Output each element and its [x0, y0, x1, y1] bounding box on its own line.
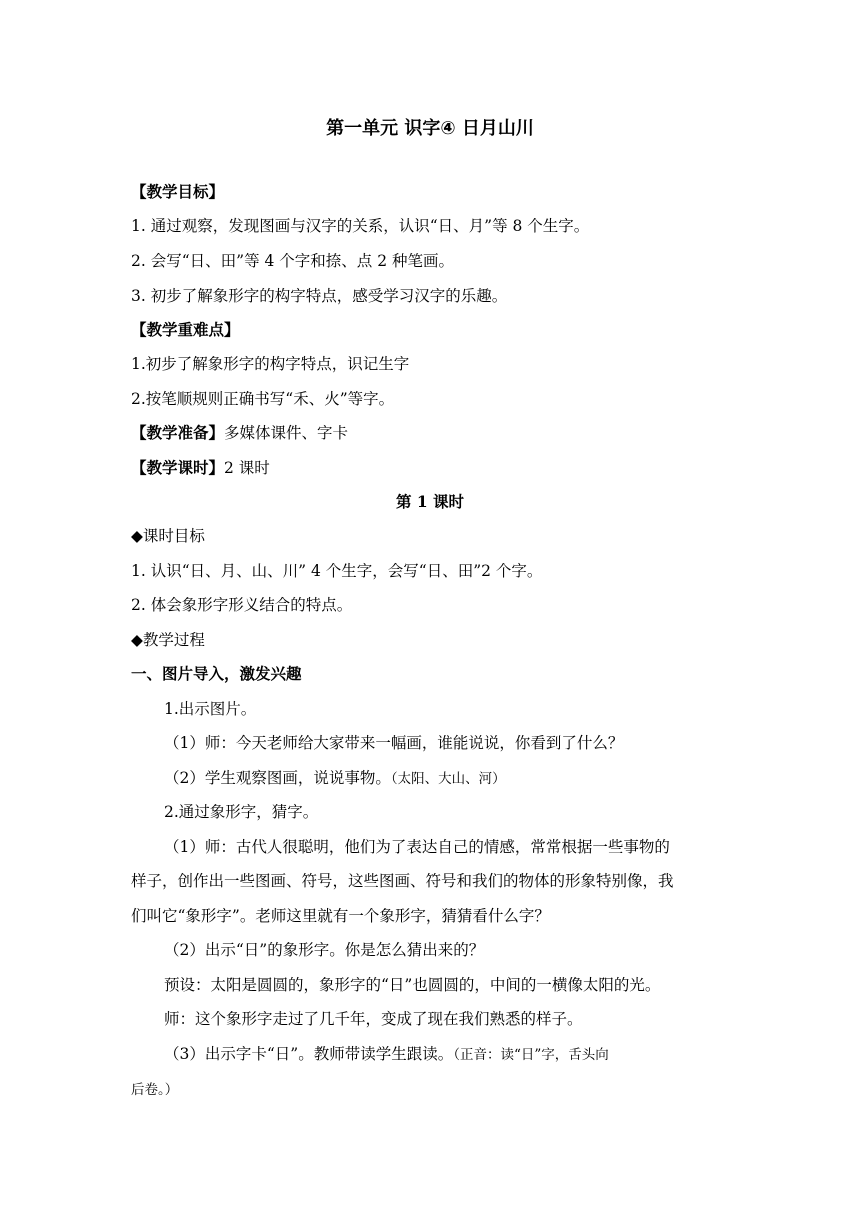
- periods-heading: 【教学课时】: [131, 458, 225, 477]
- section-1-heading: 一、图片导入，激发兴趣: [131, 664, 302, 683]
- key-point-item-1: 1.初步了解象形字的构字特点，识记生字: [131, 355, 410, 373]
- step-2-preset: 预设：太阳是圆圆的，象形字的“日”也圆圆的，中间的一横像太阳的光。: [164, 976, 661, 994]
- step-2-b: （2）出示“日”的象形字。你是怎么猜出来的？: [164, 941, 485, 959]
- step-2-a-line-2: 样子，创作出一些图画、符号，这些图画、符号和我们的物体的形象特别像，我: [131, 872, 674, 890]
- goal-item-2: 2. 体会象形字形义结合的特点。: [131, 596, 353, 614]
- key-point-item-2: 2.按笔顺规则正确书写“禾、火”等字。: [131, 390, 395, 408]
- step-1: 1.出示图片。: [164, 700, 257, 718]
- preparation-heading: 【教学准备】: [131, 423, 225, 442]
- step-2-a-line-3: 们叫它“象形字”。老师这里就有一个象形字，猜猜看什么字？: [131, 907, 550, 925]
- key-points-heading: 【教学重难点】: [131, 320, 240, 339]
- step-2-c-note-line-1: （正音：读“日”字，舌头向: [453, 1047, 609, 1063]
- step-1-b-main: （2）学生观察图画，说说事物。: [164, 769, 391, 787]
- periods-row: [131, 458, 270, 478]
- lesson-heading: 第 1 课时: [395, 492, 465, 511]
- objective-item-2: 2. 会写“日、田”等 4 个字和捺、点 2 种笔画。: [131, 252, 454, 270]
- step-2-c-main: （3）出示字卡“日”。教师带读学生跟读。: [164, 1045, 454, 1063]
- step-2-a-line-1: （1）师：古代人很聪明，他们为了表达自己的情感，常常根据一些事物的: [164, 838, 670, 856]
- step-2: 2.通过象形字，猜字。: [164, 803, 319, 821]
- process-heading: ◆教学过程: [131, 631, 205, 649]
- goals-heading: ◆课时目标: [131, 527, 205, 545]
- preparation-row: [131, 423, 348, 443]
- step-1-a: （1）师：今天老师给大家带来一幅画，谁能说说，你看到了什么？: [164, 734, 624, 752]
- step-1-b-note: （太阳、大山、河）: [390, 771, 506, 787]
- periods-text: 2 课时: [224, 459, 270, 477]
- objective-item-1: 1. 通过观察，发现图画与汉字的关系，认识“日、月”等 8 个生字。: [131, 217, 590, 235]
- step-2-c-note-line-2: 后卷。）: [131, 1082, 179, 1098]
- step-2-teacher: 师：这个象形字走过了几千年，变成了现在我们熟悉的样子。: [164, 1010, 583, 1028]
- preparation-text: 多媒体课件、字卡: [224, 424, 349, 442]
- page-title: 第一单元 识字④ 日月山川: [326, 118, 534, 139]
- step-2-c: [164, 1044, 609, 1065]
- objectives-heading: 【教学目标】: [131, 182, 225, 201]
- goal-item-1: 1. 认识“日、月、山、川” 4 个生字，会写“日、田”2 个字。: [131, 562, 543, 580]
- step-1-b: [164, 768, 506, 789]
- objective-item-3: 3. 初步了解象形字的构字特点，感受学习汉字的乐趣。: [131, 287, 508, 305]
